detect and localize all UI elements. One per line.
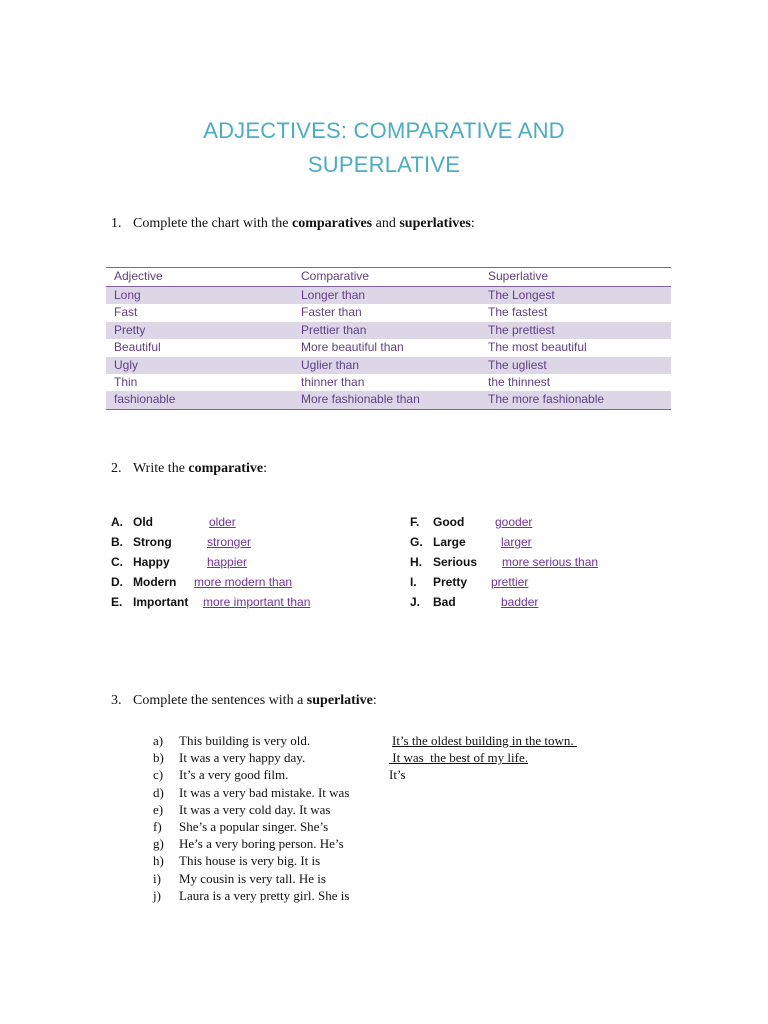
item-letter: B. bbox=[111, 535, 123, 549]
cell-adjective: fashionable bbox=[114, 392, 176, 407]
cell-comparative: Prettier than bbox=[301, 322, 367, 337]
item-adjective: Modern bbox=[133, 575, 177, 589]
page-title bbox=[120, 114, 648, 182]
list-item bbox=[111, 574, 411, 594]
item-letter: E. bbox=[111, 595, 123, 609]
sentence-letter: j) bbox=[153, 887, 161, 903]
table-row bbox=[106, 304, 671, 321]
item-adjective: Bad bbox=[433, 595, 456, 609]
cell-adjective: Thin bbox=[114, 374, 138, 389]
question-3 bbox=[111, 693, 377, 709]
table-row bbox=[106, 322, 671, 339]
sentence-letter: i) bbox=[153, 870, 161, 886]
question-text: : bbox=[372, 693, 377, 708]
cell-comparative: More beautiful than bbox=[301, 340, 404, 355]
item-adjective: Important bbox=[133, 595, 189, 609]
table-row bbox=[106, 374, 671, 391]
bold-term: comparative bbox=[188, 461, 264, 476]
list-item bbox=[410, 594, 710, 614]
item-letter: F. bbox=[410, 515, 420, 529]
cell-comparative: More fashionable than bbox=[301, 392, 420, 407]
cell-adjective: Beautiful bbox=[114, 340, 161, 355]
sentence-letter: f) bbox=[153, 818, 162, 834]
item-letter: H. bbox=[410, 555, 422, 569]
cell-comparative: thinner than bbox=[301, 374, 365, 389]
sentence-letter: b) bbox=[153, 750, 164, 766]
list-item bbox=[410, 534, 710, 554]
cell-adjective: Ugly bbox=[114, 357, 139, 372]
cell-superlative: The fastest bbox=[488, 305, 548, 320]
bold-term: superlative bbox=[306, 693, 373, 708]
cell-superlative: The Longest bbox=[488, 288, 555, 302]
item-letter: D. bbox=[111, 575, 123, 589]
bold-term: superlatives bbox=[399, 216, 471, 231]
sentence-letter: e) bbox=[153, 801, 164, 817]
cell-adjective: Pretty bbox=[114, 322, 146, 337]
item-answer: more serious than bbox=[502, 555, 599, 569]
item-answer: more important than bbox=[203, 595, 311, 609]
cell-superlative: The most beautiful bbox=[488, 340, 587, 355]
question-number: 3. bbox=[111, 693, 122, 708]
question-text: : bbox=[263, 461, 267, 476]
list-item bbox=[111, 514, 411, 534]
item-letter: G. bbox=[410, 535, 423, 549]
sentence-letter: d) bbox=[153, 784, 164, 800]
table-row bbox=[106, 339, 671, 356]
item-letter: A. bbox=[111, 515, 123, 529]
sentence-text: My cousin is very tall. He is bbox=[179, 870, 326, 886]
sentence-text: It’s a very good film. bbox=[179, 767, 289, 783]
question-text: Complete the sentences with a bbox=[133, 693, 307, 708]
item-adjective: Pretty bbox=[433, 575, 468, 589]
sentence-text: This building is very old. bbox=[179, 733, 311, 748]
cell-superlative: the thinnest bbox=[488, 374, 551, 389]
cell-adjective: Fast bbox=[114, 305, 138, 320]
question-number: 2. bbox=[111, 461, 122, 476]
item-answer: larger bbox=[501, 535, 532, 549]
cell-comparative: Longer than bbox=[301, 288, 366, 302]
item-adjective: Serious bbox=[433, 555, 478, 569]
sentence-text: This house is very big. It is bbox=[179, 853, 321, 869]
item-answer: badder bbox=[501, 595, 539, 609]
title-line-2: SUPERLATIVE bbox=[307, 152, 461, 177]
header-adjective: Adjective bbox=[114, 269, 163, 283]
bold-term: comparatives bbox=[292, 216, 373, 231]
sentence-text: It was a very happy day. bbox=[179, 750, 306, 766]
item-answer: happier bbox=[207, 555, 248, 569]
sentence-answer: It’s bbox=[389, 767, 406, 783]
item-letter: I. bbox=[410, 575, 417, 589]
item-answer: more modern than bbox=[194, 575, 293, 589]
item-answer: gooder bbox=[495, 515, 533, 529]
sentence-text: It was a very cold day. It was bbox=[179, 801, 331, 817]
list-item bbox=[111, 554, 411, 574]
question-text: Write the bbox=[133, 461, 189, 476]
question-text: : bbox=[470, 216, 475, 231]
question-1 bbox=[111, 216, 475, 232]
cell-comparative: Uglier than bbox=[301, 357, 360, 372]
list-item bbox=[410, 574, 710, 594]
question-number: 1. bbox=[111, 216, 122, 231]
item-answer: older bbox=[209, 515, 236, 529]
header-comparative: Comparative bbox=[301, 269, 370, 283]
sentence-letter: g) bbox=[153, 836, 164, 852]
list-item bbox=[111, 534, 411, 554]
item-adjective: Strong bbox=[133, 535, 172, 549]
list-item bbox=[111, 594, 411, 614]
comparison-chart-table bbox=[106, 267, 671, 410]
cell-superlative: The ugliest bbox=[488, 357, 547, 372]
cell-superlative: The prettiest bbox=[488, 322, 555, 337]
cell-adjective: Long bbox=[114, 288, 141, 302]
item-adjective: Old bbox=[133, 515, 153, 529]
sentence-text: It was a very bad mistake. It was bbox=[179, 784, 350, 800]
question-text: Complete the chart with the bbox=[133, 216, 293, 231]
list-item bbox=[410, 514, 710, 534]
cell-comparative: Faster than bbox=[301, 305, 362, 320]
sentence-text: She’s a popular singer. She’s bbox=[179, 818, 329, 834]
item-answer: stronger bbox=[207, 535, 252, 549]
table-header-row bbox=[106, 268, 671, 287]
sentence-answer: It was the best of my life. bbox=[389, 750, 528, 766]
question-2 bbox=[111, 461, 267, 477]
cell-superlative: The more fashionable bbox=[488, 392, 605, 407]
item-answer: prettier bbox=[491, 575, 529, 589]
item-letter: C. bbox=[111, 555, 123, 569]
sentence-letter: a) bbox=[153, 733, 164, 748]
item-adjective: Large bbox=[433, 535, 466, 549]
table-row bbox=[106, 287, 671, 304]
sentence-text: Laura is a very pretty girl. She is bbox=[179, 887, 350, 903]
sentence-text: He’s a very boring person. He’s bbox=[179, 836, 344, 852]
comparatives-list-right bbox=[410, 514, 710, 614]
list-item bbox=[410, 554, 710, 574]
item-adjective: Good bbox=[433, 515, 465, 529]
item-adjective: Happy bbox=[133, 555, 170, 569]
sentence-letter: h) bbox=[153, 853, 164, 869]
sentence-answer: It’s the oldest building in the town. bbox=[392, 733, 577, 748]
item-letter: J. bbox=[410, 595, 421, 609]
comparatives-list-left bbox=[111, 514, 411, 614]
table-row bbox=[106, 391, 671, 408]
header-superlative: Superlative bbox=[488, 269, 549, 283]
question-text: and bbox=[372, 216, 400, 231]
title-line-1: ADJECTIVES: COMPARATIVE AND bbox=[203, 118, 565, 143]
sentence-letter: c) bbox=[153, 767, 164, 783]
table-row bbox=[106, 357, 671, 374]
